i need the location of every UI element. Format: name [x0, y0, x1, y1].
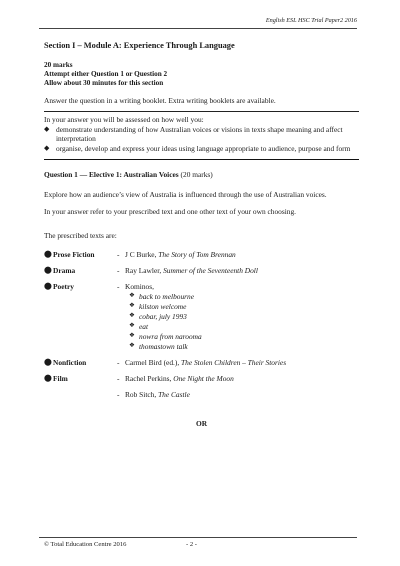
dash-separator: -: [117, 373, 120, 383]
text-title: Summer of the Seventeenth Doll: [163, 265, 258, 275]
text-author: Rob Sitch,: [125, 389, 159, 399]
diamond-bullet-icon: ◆: [44, 144, 50, 153]
prescribed-texts-intro: The prescribed texts are:: [44, 231, 117, 241]
poem-item: [129, 322, 359, 332]
criteria-text: demonstrate understanding of how Australian voices or visions in texts shape meaning and affect interpretation: [56, 124, 343, 144]
text-category-row: [44, 374, 359, 384]
text-title: One Night the Moon: [173, 373, 234, 383]
text-category-row: [44, 266, 359, 276]
footer-copyright: © Total Education Centre 2016: [44, 541, 127, 548]
text-detail: [125, 266, 359, 276]
category-name: Prose Fiction: [53, 249, 95, 259]
category-name: Drama: [53, 265, 76, 275]
assessment-intro: In your answer you will be assessed on how well you:: [44, 114, 204, 124]
section-title: Section I – Module A: Experience Through Language: [44, 41, 235, 50]
diamond-bullet-icon: ◆: [44, 124, 50, 133]
text-author: J C Burke,: [125, 249, 159, 259]
category-name: Nonfiction: [53, 358, 87, 368]
text-author: Carmel Bird (ed.),: [125, 358, 182, 368]
poem-item: [129, 342, 359, 352]
text-detail: [125, 358, 359, 368]
text-detail: [125, 282, 359, 353]
category-name: Poetry: [53, 281, 74, 291]
exam-header-title: English ESL HSC Trial Paper2 2016: [265, 17, 357, 24]
poem-item: [129, 332, 359, 342]
flower-bullet-icon: ❖: [129, 292, 135, 300]
page-number: - 2 -: [186, 541, 197, 548]
bullet-circle-icon: ⬤: [44, 358, 52, 367]
bullet-circle-icon: ⬤: [44, 265, 52, 274]
question-title: [44, 170, 359, 180]
footer-divider: [39, 537, 357, 538]
text-category-row: [44, 358, 359, 368]
flower-bullet-icon: ❖: [129, 332, 135, 340]
question-prompt: Explore how an audience’s view of Australia is influenced through the use of Australian voices.: [44, 189, 327, 199]
question-instruction: In your answer refer to your prescribed text and one other text of your own choosing.: [44, 207, 297, 217]
dash-separator: -: [117, 265, 120, 275]
text-title: The Story of Tom Brennan: [158, 249, 236, 259]
poem-title: eat: [139, 322, 149, 332]
criteria-text: organise, develop and express your ideas using language appropriate to audience, purpose and form: [56, 144, 351, 154]
poem-title: thomastown talk: [139, 342, 188, 352]
flower-bullet-icon: ❖: [129, 302, 135, 310]
bullet-circle-icon: ⬤: [44, 281, 52, 290]
header-divider: [39, 28, 357, 29]
poem-title: back to melbourne: [139, 292, 195, 302]
flower-bullet-icon: ❖: [129, 312, 135, 320]
text-author: Ray Lawler,: [125, 265, 164, 275]
booklet-instruction: Answer the question in a writing booklet. Extra writing booklets are available.: [44, 96, 276, 106]
text-detail: [125, 390, 359, 400]
category-name: Film: [53, 373, 68, 383]
poem-item: [129, 302, 359, 312]
poem-list: [129, 292, 359, 352]
divider: [44, 111, 359, 112]
criteria-item: [44, 144, 359, 154]
bullet-spacer: [44, 390, 53, 391]
poem-title: kilston welcome: [139, 302, 187, 312]
text-author: Rachel Perkins,: [125, 373, 174, 383]
poem-item: [129, 292, 359, 302]
text-category-row: [44, 282, 359, 353]
question-heading: Question 1 — Elective 1: Australian Voices: [44, 169, 179, 179]
or-separator: OR: [195, 419, 208, 429]
text-category-row: [44, 390, 359, 400]
poem-item: [129, 312, 359, 322]
question-marks: (20 marks): [180, 169, 213, 179]
dash-separator: -: [117, 389, 120, 399]
dash-separator: -: [117, 281, 120, 291]
dash-separator: -: [117, 358, 120, 368]
divider: [44, 159, 359, 160]
text-detail: [125, 374, 359, 384]
bullet-circle-icon: ⬤: [44, 249, 52, 258]
text-category-row: [44, 250, 359, 260]
flower-bullet-icon: ❖: [129, 322, 135, 330]
bullet-circle-icon: ⬤: [44, 373, 52, 382]
section-attempt-note: Attempt either Question 1 or Question 2: [44, 70, 168, 79]
dash-separator: -: [117, 249, 120, 259]
page-content: [44, 40, 359, 429]
text-author: Kominos,: [125, 281, 154, 291]
text-title: The Stolen Children – Their Stories: [181, 358, 287, 368]
text-title: The Castle: [158, 389, 190, 399]
poem-title: nowra from narooma: [139, 332, 202, 342]
section-marks: 20 marks: [44, 61, 73, 70]
text-detail: [125, 250, 359, 260]
poem-title: cobar, july 1993: [139, 312, 187, 322]
section-time-note: Allow about 30 minutes for this section: [44, 79, 164, 88]
criteria-item: [44, 125, 359, 145]
flower-bullet-icon: ❖: [129, 342, 135, 350]
